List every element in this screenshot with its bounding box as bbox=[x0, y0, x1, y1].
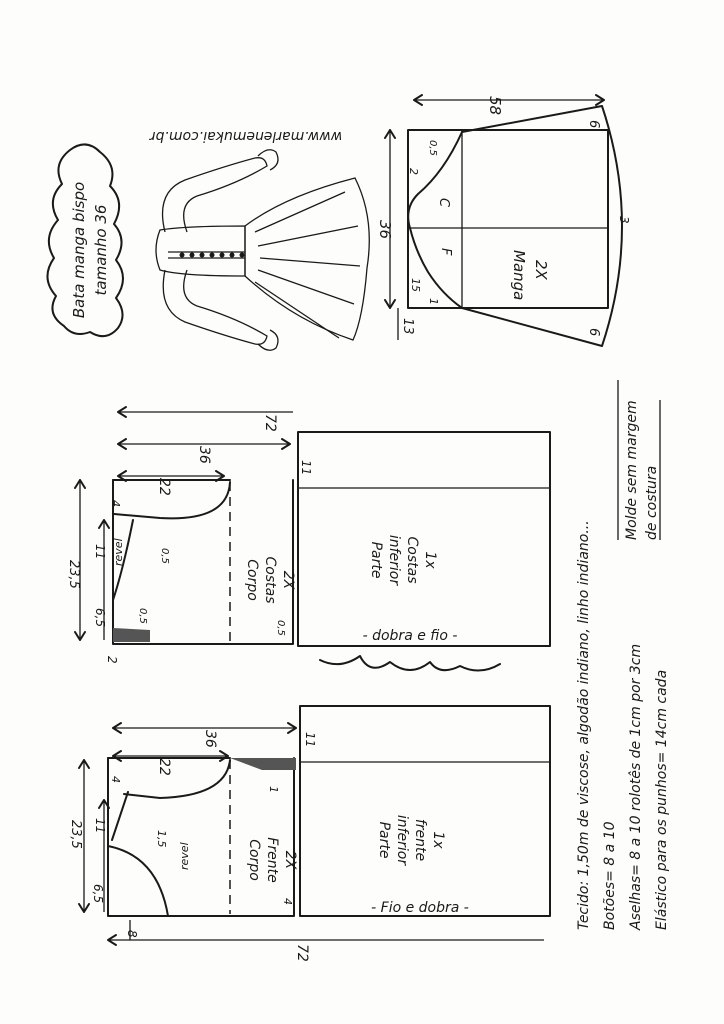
back-lower-label-2: Costas bbox=[404, 536, 420, 584]
sleeve-letter-c: C bbox=[436, 198, 451, 208]
sleeve-side-bottom: 6 bbox=[586, 328, 601, 337]
signature-text: Marlene Mukai bbox=[0, 0, 8, 1]
sleeve-grain: 3 bbox=[617, 216, 631, 224]
back-body: 36 bbox=[196, 446, 212, 464]
sleeve-letter-f: F bbox=[438, 248, 453, 256]
front-lower-label-1: inferior bbox=[394, 814, 410, 866]
sleeve-cap: 13 bbox=[400, 318, 415, 335]
note-buttons: Botões= 8 a 10 bbox=[602, 821, 618, 930]
back-fold-label: - dobra e fio - bbox=[362, 628, 458, 644]
front-fold-label: - Fio e dobra - bbox=[371, 900, 469, 916]
back-revel: revel bbox=[112, 538, 125, 566]
back-upper-label-1: Costas bbox=[262, 556, 278, 604]
front-shoulder: 11 bbox=[93, 818, 107, 834]
sleeve-piece bbox=[376, 95, 631, 346]
front-bodice: 22 bbox=[156, 758, 172, 776]
front-neck: 6,5 bbox=[91, 884, 105, 904]
sleeve-width: 58 bbox=[486, 96, 504, 116]
back-piece bbox=[66, 407, 550, 664]
back-four: 4 bbox=[109, 500, 122, 507]
front-body: 36 bbox=[202, 730, 218, 748]
front-lower: 11 bbox=[303, 732, 317, 748]
front-lower-label-0: Parte bbox=[376, 821, 392, 859]
front-upper-label-2: 2X bbox=[282, 850, 298, 870]
sleeve-height: 36 bbox=[376, 220, 394, 240]
title-line2: tamanho 36 bbox=[92, 204, 110, 296]
front-lower-label-2: frente bbox=[412, 818, 428, 862]
back-width: 23,5 bbox=[66, 560, 81, 589]
back-v1: 0,5 bbox=[159, 548, 170, 564]
front-upper-label-0: Corpo bbox=[246, 839, 262, 881]
front-four-hem: 4 bbox=[281, 898, 294, 905]
back-upper-label-0: Corpo bbox=[244, 559, 260, 601]
sleeve-two: 2 bbox=[407, 168, 420, 175]
sleeve-gap: 0,5 bbox=[427, 140, 438, 156]
back-shoulder: 11 bbox=[93, 544, 107, 560]
back-lower: 11 bbox=[299, 460, 313, 476]
front-eight: 8 bbox=[125, 930, 139, 938]
back-upper-label-2: 2X bbox=[280, 570, 296, 590]
back-total: 72 bbox=[262, 414, 278, 432]
sleeve-qty: 2X bbox=[532, 260, 550, 280]
title-line1: Bata manga bispo bbox=[70, 181, 88, 319]
front-total: 72 bbox=[294, 944, 310, 962]
sleeve-cap2: 15 bbox=[409, 278, 422, 292]
front-upper-label-1: Frente bbox=[264, 837, 280, 883]
back-v2: 0,5 bbox=[137, 608, 148, 624]
sleeve-side-top: 6 bbox=[586, 120, 601, 129]
seam-note-line2: de costura bbox=[644, 465, 660, 540]
back-bodice: 22 bbox=[156, 478, 172, 496]
seam-note-line1: Molde sem margem bbox=[624, 400, 640, 540]
front-lower-label-3: 1x bbox=[430, 831, 446, 849]
note-fabric: Tecido: 1,50m de viscose, algodão indiano, linho indiano... bbox=[576, 520, 592, 930]
front-piece bbox=[68, 706, 550, 962]
front-one: 1 bbox=[267, 786, 280, 793]
note-loops: Aselhas= 8 a 10 rolotês de 1cm por 3cm bbox=[628, 643, 644, 930]
website-text: www.marlenemukai.com.br bbox=[149, 128, 343, 144]
back-two: 2 bbox=[105, 656, 119, 664]
front-width: 23,5 bbox=[68, 820, 83, 849]
back-neck: 6,5 bbox=[93, 608, 107, 628]
note-elastic: Elástico para os punhos= 14cm cada bbox=[654, 669, 670, 930]
sleeve-label: Manga bbox=[510, 250, 528, 301]
back-lower-label-0: Parte bbox=[368, 541, 384, 579]
material-notes bbox=[576, 520, 670, 931]
back-lower-label-1: inferior bbox=[386, 534, 402, 586]
front-revel: revel bbox=[178, 842, 191, 870]
sleeve-one: 1 bbox=[427, 298, 440, 305]
title-cloud bbox=[47, 144, 123, 336]
front-v1: 1,5 bbox=[155, 830, 168, 848]
front-four: 4 bbox=[109, 776, 122, 783]
blouse-sketch bbox=[149, 128, 370, 350]
back-v3: 0,5 bbox=[275, 620, 286, 636]
back-lower-label-3: 1x bbox=[422, 551, 438, 569]
seam-allowance-note bbox=[618, 380, 660, 540]
